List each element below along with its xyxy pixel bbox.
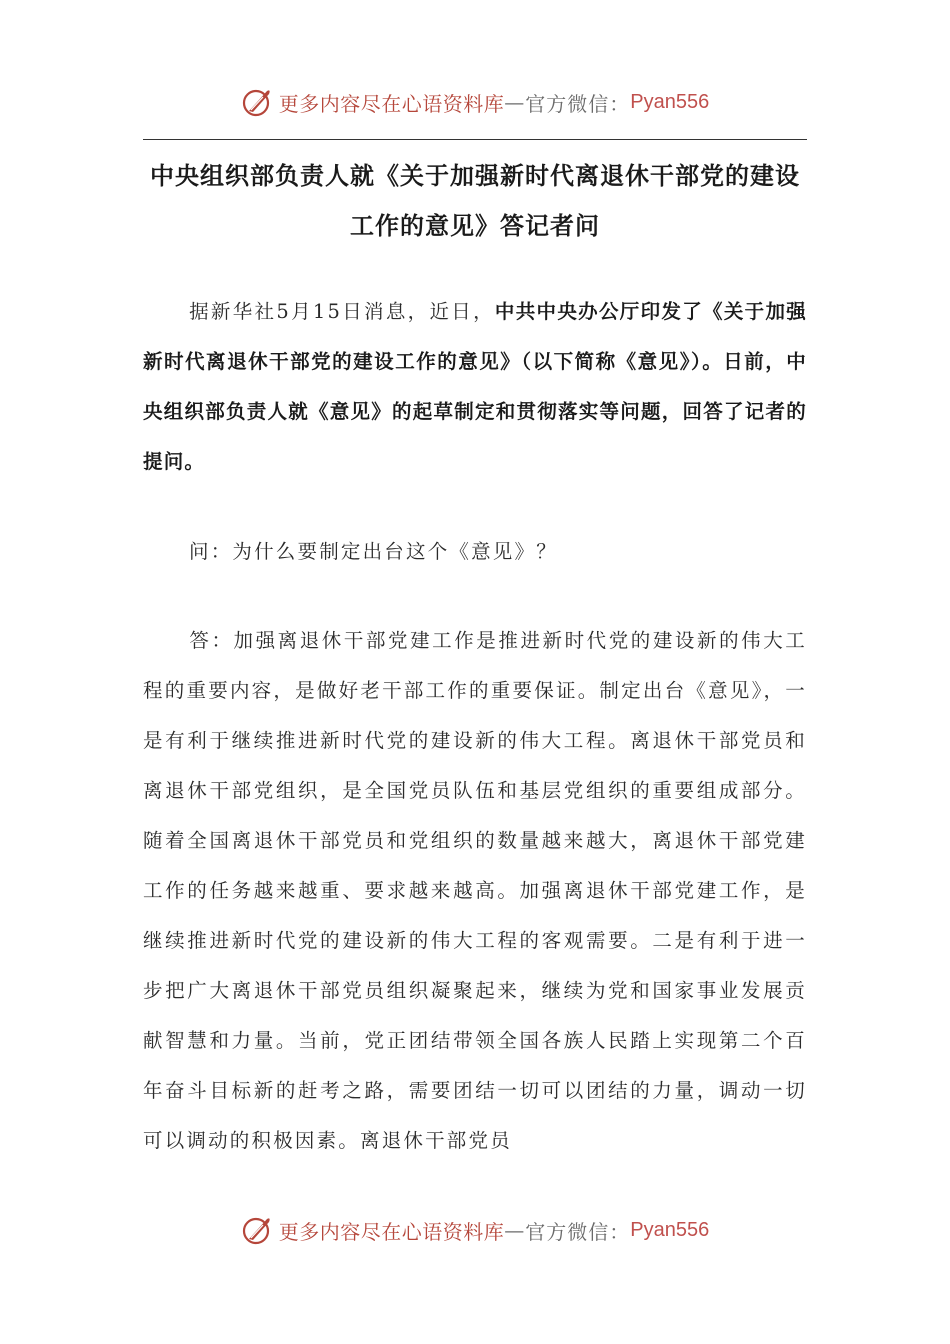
question-heading: [143, 527, 807, 577]
footer-banner: [0, 1210, 950, 1250]
intro-bold-text: 中共中央办公厅印发了《关于加强新时代离退休干部党的建设工作的意见》（以下简称《意见》）。日前，中央组织部负责人就《意见》的起草制定和贯彻落实等问题，回答了记者的提问。: [143, 300, 807, 473]
intro-plain-text: 据新华社5月15日消息，近日，: [189, 300, 495, 323]
footer-separator: —: [504, 1218, 526, 1242]
banner-brand-text: 更多内容尽在心语资料库: [278, 91, 505, 116]
question-text: 问：为什么要制定出台这个《意见》？: [189, 540, 558, 563]
header-banner: [0, 82, 950, 122]
header-divider: [143, 139, 807, 140]
quill-pen-circle-icon: [241, 85, 275, 119]
intro-paragraph: [143, 287, 807, 487]
banner-separator: —: [504, 90, 526, 114]
footer-wechat-label: 官方微信：: [525, 1219, 631, 1244]
footer-wechat-id: Pyan556: [630, 1218, 710, 1241]
document-title: 中央组织部负责人就《关于加强新时代离退休干部党的建设工作的意见》答记者问: [150, 161, 800, 240]
banner-wechat-label: 官方微信：: [525, 91, 631, 116]
answer-text: 答：加强离退休干部党建工作是推进新时代党的建设新的伟大工程的重要内容，是做好老干部工作的重要保证。制定出台《意见》，一是有利于继续推进新时代党的建设新的伟大工程。离退休干部党员和离退休干部党组织，是全国党员队伍和基层党组织的重要组成部分。随着全国离退休干部党员和党组织的数量越来越大，离退休干部党建工作的任务越来越重、要求越来越高。加强离退休干部党建工作，是继续推进新时代党的建设新的伟大工程的客观需要。二是有利于进一步把广大离退休干部党员组织凝聚起来，继续为党和国家事业发展贡献智慧和力量。当前，党正团结带领全国各族人民踏上实现第二个百年奋斗目标新的赶考之路，需要团结一切可以团结的力量，调动一切可以调动的积极因素。离退休干部党员: [143, 629, 807, 1152]
answer-paragraph: [143, 616, 807, 1166]
banner-wechat-id: Pyan556: [630, 90, 710, 113]
footer-brand-text: 更多内容尽在心语资料库: [278, 1219, 505, 1244]
quill-pen-circle-icon: [241, 1213, 275, 1247]
